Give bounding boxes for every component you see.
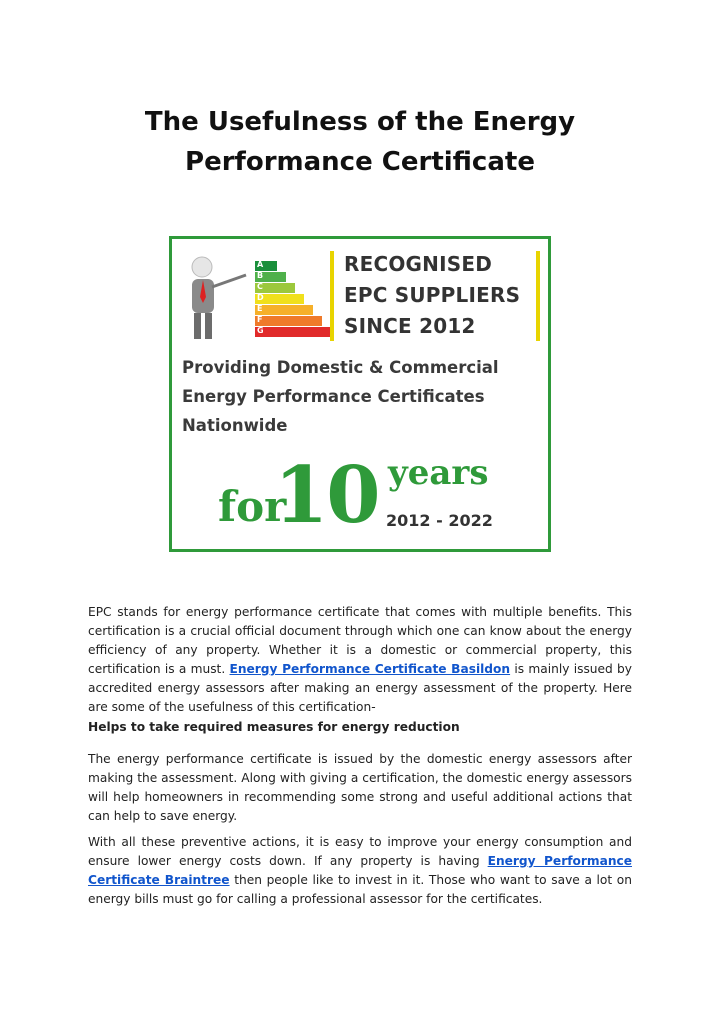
- epc-bar-letter: F: [257, 315, 263, 324]
- paragraph-text: is mainly issued by accredited energy assessors after making an energy assessment of the property. Here are some of the usefulness of this certification-: [88, 662, 632, 714]
- banner-sub-line: Energy Performance Certificates: [182, 387, 485, 406]
- epc-bar-letter: E: [257, 304, 263, 313]
- epc-bar-c: [255, 283, 295, 293]
- epc-bar-letter: C: [257, 282, 263, 291]
- banner-heading-line: EPC SUPPLIERS: [344, 283, 521, 307]
- banner-heading-line: RECOGNISED: [344, 252, 493, 276]
- epc-bar-letter: D: [257, 293, 264, 302]
- section-heading: Helps to take required measures for energy reduction: [88, 720, 460, 734]
- divider-line: [330, 251, 334, 341]
- epc-bar-f: [255, 316, 322, 326]
- divider-line: [536, 251, 540, 341]
- epc-banner-image: [169, 236, 551, 552]
- ten-text: 10: [274, 450, 379, 541]
- presenter-figure-icon: [180, 253, 250, 343]
- epc-rating-bars: [255, 261, 331, 338]
- paragraph-assessors: The energy performance certificate is issued by the domestic energy assessors after making the assessment. Along with giving a certification, the domestic energy assessors will help homeowners in recommending some strong and useful additional actions that can help to save energy.: [88, 752, 632, 823]
- epc-bar-e: [255, 305, 313, 315]
- link-epc-basildon[interactable]: Energy Performance Certificate Basildon: [229, 662, 511, 676]
- banner-sub-line: Providing Domestic & Commercial: [182, 358, 499, 377]
- epc-bar-letter: B: [257, 271, 264, 280]
- banner-heading: [344, 249, 520, 342]
- epc-bar-b: [255, 272, 286, 282]
- for-text: for: [218, 482, 287, 531]
- year-range: 2012 - 2022: [386, 511, 493, 530]
- years-text: years: [388, 453, 489, 493]
- document-title: The Usefulness of the Energy Performance Certificate: [144, 107, 576, 177]
- paragraph-text: With all these preventive actions, it is easy to improve your energy consumption and ensure lower energy costs down. If any property is having: [88, 835, 632, 868]
- epc-bar-a: [255, 261, 277, 271]
- paragraph-intro: [88, 603, 632, 717]
- banner-subheading: [182, 353, 552, 440]
- link-epc-braintree[interactable]: Energy Performance Certificate Braintree: [88, 854, 632, 887]
- banner-sub-line: Nationwide: [182, 416, 288, 435]
- banner-heading-line: SINCE 2012: [344, 314, 476, 338]
- paragraph-preventive: [88, 833, 632, 909]
- epc-bar-d: [255, 294, 304, 304]
- paragraph-text: then people like to invest in it. Those who want to save a lot on energy bills must go for calling a professional assessor for the certificates.: [88, 873, 632, 906]
- epc-bar-letter: G: [257, 326, 264, 335]
- paragraph-text: EPC stands for energy performance certificate that comes with multiple benefits. This certification is a crucial official document through which one can know about the energy efficiency of any property. Whether it is a domestic or commercial property, this certification is a must.: [88, 605, 632, 676]
- epc-bar-g: [255, 327, 331, 337]
- epc-bar-letter: A: [257, 260, 264, 269]
